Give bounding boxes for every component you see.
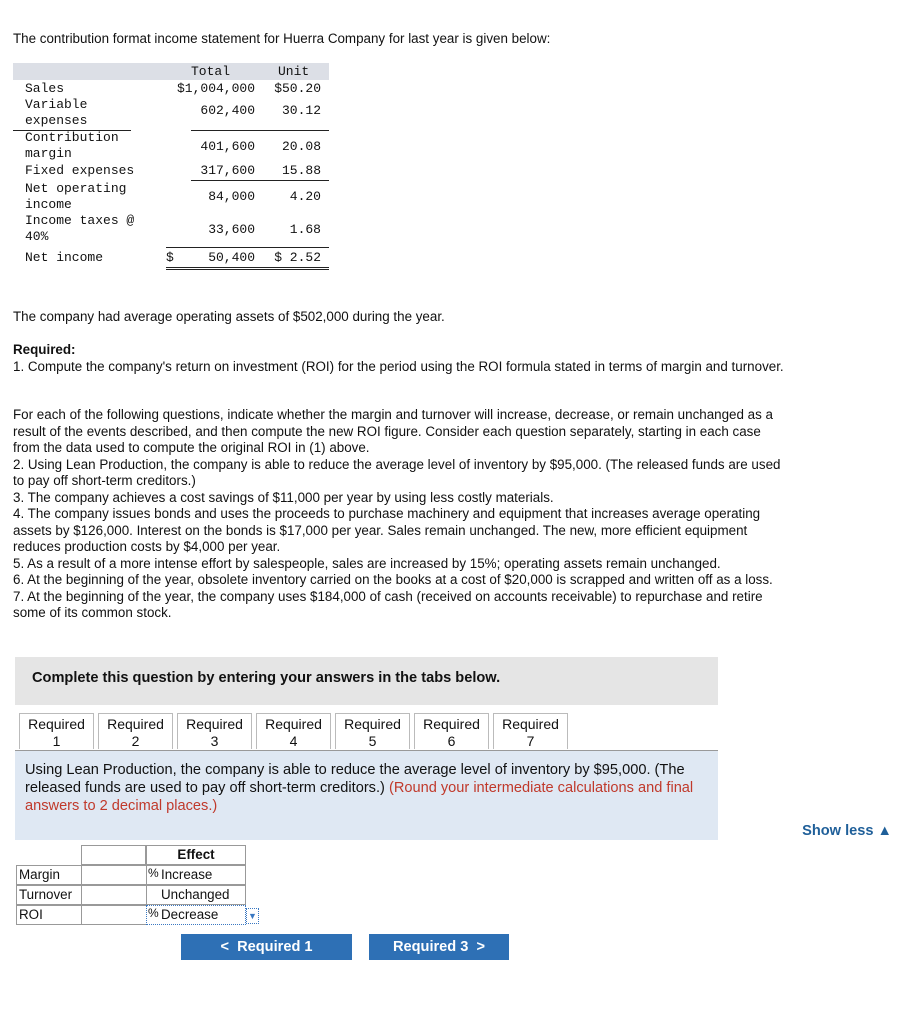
row-unit: 15.88 [281,163,321,178]
row-label: Fixed expenses [25,163,135,178]
intro-text: The contribution format income statement for Huerra Company for last year is given below: [13,31,551,46]
income-statement [13,63,329,267]
question-5: 5. As a result of a more intense effort by salespeople, sales are increased by 15%; operating assets remain unchanged. [13,555,721,571]
row-sales [13,80,329,97]
tab-required-3[interactable]: Required 3 [177,713,252,749]
tab-required-7[interactable]: Required 7 [493,713,568,749]
question-4: 4. The company issues bonds and uses the proceeds to purchase machinery and equipment that increases average operating assets by $126,000. Interest on the bonds is $17,000 per year. Sales remain unchanged. The new, more efficient equipment reduces production costs by $4,000 per year. [13,506,761,554]
tab-required-1[interactable]: Required 1 [19,713,94,749]
row-net-operating-income [13,180,329,213]
row-unit: $ 2.52 [274,250,321,265]
row-label: Income taxes @ 40% [25,213,135,244]
statement-header [13,63,329,80]
tab-required-2[interactable]: Required 2 [98,713,173,749]
option-increase[interactable]: Increase [161,867,213,882]
row-total: 84,000 [208,189,255,204]
required-heading: Required: [13,342,76,357]
next-required-3-button[interactable]: Required 3 > [369,934,509,960]
row-total: 50,400 [208,250,255,265]
roi-effect-select[interactable]: % Decrease ▼ [146,905,246,925]
rounding-note: (Round your intermediate calculations and final answers to 2 decimal places.) [25,780,694,814]
complete-banner-text: Complete this question by entering your answers in the tabs below. [32,670,501,686]
grid-row-turnover-label: Turnover [16,885,82,905]
question-7: 7. At the beginning of the year, the company uses $184,000 of cash (received on accounts receivable) to repurchase and retire some of its common stock. [13,588,763,620]
row-fixed-expenses [13,163,329,180]
instructions-text: For each of the following questions, indicate whether the margin and turnover will increase, decrease, or remain unchanged as a result of the events described, and then compute the new ROI figure. Consider each question separately, starting in each case from the data used to compute the original ROI in (1) above. [13,407,773,455]
triangle-up-icon: ▲ [877,823,892,839]
row-income-taxes [13,213,329,247]
row-contribution-margin [13,130,329,163]
question-3: 3. The company achieves a cost savings of $11,000 per year by using less costly materials. [13,489,554,505]
row-unit: 30.12 [281,103,321,118]
row-variable-expenses [13,97,329,130]
question-6: 6. At the beginning of the year, obsolete inventory carried on the books at a cost of $20,000 is scrapped and written off as a loss. [13,572,773,587]
row-unit: $50.20 [274,81,321,96]
row-label: Net income [25,250,104,265]
col-unit: Unit [278,64,310,79]
turnover-effect-select[interactable] [146,885,246,905]
row-label: Net operating income [25,181,127,212]
effect-header: Effect [146,845,246,865]
required-section [13,342,793,375]
dropdown-arrow-icon[interactable]: ▼ [246,908,259,924]
row-total: $1,004,000 [176,81,255,96]
row-label: Contribution margin [25,130,119,161]
tab-required-6[interactable]: Required 6 [414,713,489,749]
panel-text: Using Lean Production, the company is able to reduce the average level of inventory by $95,000. (The released funds are used to pay off short-term creditors.) (Round your intermediate calculations and final answers to 2 decimal places.) [25,762,694,814]
option-unchanged[interactable]: Unchanged [161,887,230,902]
row-unit: 20.08 [281,139,321,154]
margin-effect-select[interactable]: % Increase [146,865,246,885]
row-label: Variable expenses [25,97,88,128]
chevron-left-icon: < [220,939,229,955]
margin-input[interactable] [81,865,147,885]
row-label: Sales [25,81,65,96]
row-unit: 1.68 [289,222,321,237]
grid-blank-header [81,845,146,865]
required-tabs [19,713,719,751]
row-total: 602,400 [200,103,255,118]
turnover-input[interactable] [81,885,147,905]
col-total: Total [191,64,231,79]
grid-row-roi-label: ROI [16,905,82,925]
row-net-income [13,247,329,267]
show-less-link[interactable]: Show less ▲ [802,823,892,839]
roi-input[interactable] [81,905,147,925]
tab-required-4[interactable]: Required 4 [256,713,331,749]
questions-section [13,407,788,622]
chevron-right-icon: > [476,939,486,955]
question-panel [15,751,718,840]
required-1-text: 1. Compute the company's return on investment (ROI) for the period using the ROI formula stated in terms of margin and turnover. [13,358,784,374]
tab-required-5[interactable]: Required 5 [335,713,410,749]
row-dollar: $ [166,250,174,265]
row-total: 401,600 [200,139,255,154]
row-unit: 4.20 [289,189,321,204]
option-decrease[interactable]: Decrease [161,907,219,922]
prev-required-1-button[interactable]: < Required 1 [181,934,352,960]
grid-row-margin-label: Margin [16,865,82,885]
complete-banner [15,657,718,705]
row-total: 33,600 [208,222,255,237]
row-total: 317,600 [200,163,255,178]
assets-text: The company had average operating assets of $502,000 during the year. [13,309,445,324]
question-2: 2. Using Lean Production, the company is able to reduce the average level of inventory by $95,000. (The released funds are used to pay off short-term creditors.) [13,456,781,488]
